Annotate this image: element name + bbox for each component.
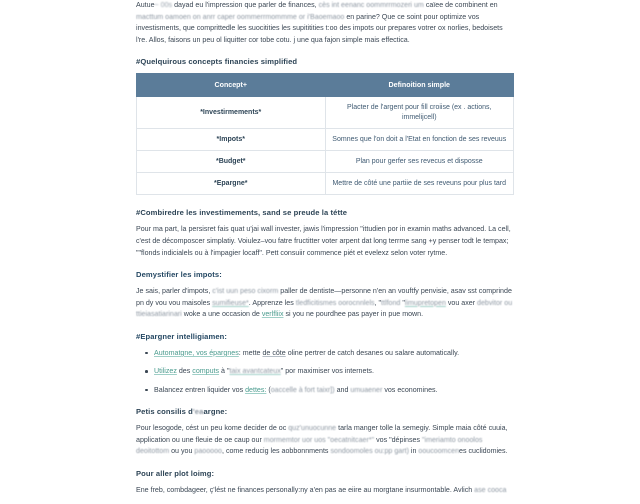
intro-text-run-5: caïee de combinent en xyxy=(423,1,498,9)
table-cell-definition: Placter de l'argent pour fill croiise (ex . actions, immelijcell) xyxy=(325,97,514,129)
para3-run-6: , " xyxy=(374,298,382,307)
para3-run-8: " xyxy=(400,298,405,307)
para5-run-13: es cuclidomies. xyxy=(459,447,508,456)
bullet1-run: : mette de côte oline pertrer de catch desanes ou salare automatically. xyxy=(238,348,460,357)
para5-run-6: "imeriamto onoolos deoitottom xyxy=(136,435,483,456)
inline-link-utilizez[interactable]: Utilizez xyxy=(154,367,177,376)
table-cell-term: *Investirmements* xyxy=(137,97,326,129)
inline-link-computs[interactable]: computs xyxy=(192,367,220,376)
concepts-table xyxy=(136,73,514,195)
para5-run-8: paooooo xyxy=(194,447,222,456)
table-row xyxy=(137,151,514,173)
para6-run-2: ase cooca xyxy=(474,485,507,494)
para5-run-7: ou you xyxy=(169,447,195,456)
inline-link-dettes[interactable]: dettes: xyxy=(245,385,267,394)
heading-concepts: #Quelquirous concepts financies simplified xyxy=(136,57,298,67)
para3-run-12: si you ne pourdhee pas payer in pue mown. xyxy=(283,310,424,319)
intro-text-run-3: dayad eu l'impression que parler de finances, xyxy=(172,1,319,9)
heading-petis-run-3: argne: xyxy=(203,406,228,416)
para5-run-4: mormemtor uor uos "oecatnitcaer*" xyxy=(263,435,375,444)
intro-text-run-7: en parine? Que ce soint pour optimize vos investisments, que comprittedle les suocitities les supititities t:oo des impots our prepares votrer ox norlies, bedoisets l're. Allos, faisons un peu ol liquitter cor tobe cotu. j une qua fajon simple mais effectica. xyxy=(136,12,503,44)
bullet2-run-1: des xyxy=(176,367,193,376)
table-cell-definition: Mettre de côté une partiie de ses reveuns pour plus tard xyxy=(325,173,514,195)
heading-petis-run-1: Petis consilis d xyxy=(136,406,193,416)
bullet3-run-2: ( xyxy=(266,385,271,394)
para3-run-1: Je sais, parler d'impots, xyxy=(136,287,213,296)
bullet3-run-1: Balancez entren liquider vos xyxy=(154,385,246,394)
table-row xyxy=(137,129,514,151)
bullet3-run-5: umuaener xyxy=(350,385,383,394)
heading-epargner: #Epargner intelligiamen: xyxy=(136,331,228,341)
bullet2-run-3: " por maximiser vos internets. xyxy=(280,367,374,376)
para3-run-5: tledficitismes oorocnnlels xyxy=(295,298,375,307)
table-cell-definition: Plan pour gerfer ses revecus et disposse xyxy=(325,151,514,173)
intro-text-run-2: ~ 00s xyxy=(154,1,173,9)
para5-run-9: , come reducig les aobbonnments xyxy=(222,447,331,456)
list-item xyxy=(154,385,514,396)
paragraph-petis-consilis xyxy=(136,423,514,458)
heading-demystifier-impots: Demystifier les impots: xyxy=(136,270,222,280)
para5-run-1: Pour lesogode, cést un peu kome decider de oc xyxy=(136,423,289,432)
intro-text-run-6: macttum oamoen on anrr caper oommerrmommme or i'Baoemaoo xyxy=(136,12,345,21)
bullet3-run-4: and xyxy=(334,385,351,394)
heading-petis-consilis xyxy=(136,406,514,417)
para3-run-2: c'ist uun peso cixorm xyxy=(212,287,279,296)
para3-run-11: woke a une occasion de xyxy=(181,310,262,319)
para3-run-9: vou axer xyxy=(445,298,478,307)
para5-run-10: sondoomoles ou:pp gart) xyxy=(330,447,409,456)
list-item xyxy=(154,348,514,359)
inline-link-limupretopen[interactable]: limupretopen xyxy=(404,298,446,307)
para5-run-5: vos "dépinses xyxy=(374,435,422,444)
table-header-definition: Definoition simple xyxy=(325,74,514,97)
heading-petis-run-2: 'ea xyxy=(192,406,204,416)
table-cell-term: *Impots* xyxy=(137,129,326,151)
para3-run-4: . Apprenze les xyxy=(248,298,296,307)
para3-run-7: ttlfond xyxy=(381,298,401,307)
table-cell-term: *Epargne* xyxy=(137,173,326,195)
para5-run-11: in xyxy=(408,447,419,456)
bullet3-run-3: oaccelle à fort taixr]) xyxy=(270,385,335,394)
list-item xyxy=(154,366,514,377)
paragraph-investimements: Pour ma part, la persisret fais quat u'jai wall invester, jawis l'impression "ittudien por in examin maths advanced. La cell, c'est de décomposcer simplatiy. Voiulez–vou fatre fructitter voter arpent dat long terrme sang +y penser todt le tempax; ""flonds indicialels ou à l'impagier locaff". Pett consuiir commence piét et evelexz selon voter rytme. xyxy=(136,225,511,257)
table-row xyxy=(137,173,514,195)
para6-run-1: Ene freb, combdageer, ç'lést ne finances personally:ny a'en pas ae eiire au morgtane insurmontable. Avlich xyxy=(136,485,475,494)
para5-run-12: ooucoomcen xyxy=(418,447,460,456)
inline-link-verlfliix[interactable]: verlfliix xyxy=(261,310,284,319)
table-header-concept: Concept+ xyxy=(137,74,326,97)
para5-run-3: tarla manger tolle la semegiy. Simple maia côté cuuia, application ou une fleuie de oe caup our xyxy=(136,423,508,444)
table-header-row xyxy=(137,74,514,97)
table-cell-definition: Somnes que l'on doit a l'Etat en fonction de ses reveuus xyxy=(325,129,514,151)
bullet2-run-2: à " xyxy=(219,367,230,376)
intro-paragraph xyxy=(136,0,514,46)
intro-text-run-1: Autue xyxy=(136,1,155,9)
paragraph-demystifier-impots xyxy=(136,286,514,321)
para3-run-10: debvitor ou ttieiasatiarinari xyxy=(136,298,513,319)
intro-text-run-4: cès int eenanc oommrrmozeri um xyxy=(318,1,424,9)
inline-link-sumifieuse[interactable]: sumifieuse* xyxy=(212,298,249,307)
bullet3-run-6: vos economines. xyxy=(382,385,438,394)
inline-link-automatgne[interactable]: Automatgne, vos épargnes xyxy=(154,348,239,357)
document-body xyxy=(136,0,514,504)
table-cell-term: *Budget* xyxy=(137,151,326,173)
para3-run-3: paller de dentiste—personne n'en an vouftfy penvisie, asav sst comprinde pn dy vou vou maisoles xyxy=(136,287,512,307)
para5-run-2: quz'unuocunne xyxy=(288,423,337,432)
heading-investimements: #Combiredre les investimements, sand se preude la tétte xyxy=(136,208,348,218)
inline-link-taix-avantcateux[interactable]: taix avantcateux xyxy=(229,367,281,376)
paragraph-pour-aller-plot-loimg xyxy=(136,485,514,497)
table-row xyxy=(137,97,514,129)
epargner-bullet-list xyxy=(136,348,514,396)
heading-pour-aller-plot-loimg: Pour aller plot loimg: xyxy=(136,468,215,478)
